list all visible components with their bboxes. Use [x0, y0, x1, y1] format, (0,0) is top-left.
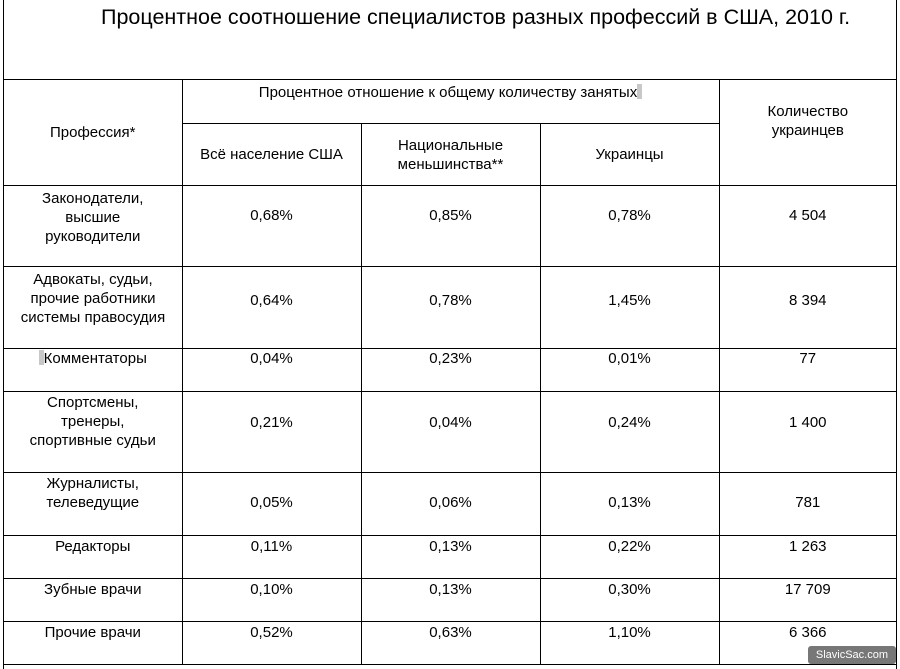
header-profession-label: Профессия*	[50, 124, 136, 141]
table-row	[4, 536, 896, 579]
cell-minorities: 0,78%	[361, 267, 540, 349]
header-all-population	[182, 124, 361, 186]
cell-minorities: 0,63%	[361, 622, 540, 665]
header-ukr-count	[719, 80, 896, 186]
profession-label: Комментаторы	[43, 350, 147, 367]
cell-count: 8 394	[719, 267, 896, 349]
cell-all: 0,04%	[182, 349, 361, 392]
profession-label: Адвокаты, судьи, прочие работники системы правосудия	[20, 271, 166, 326]
cell-ukrainians: 0,24%	[540, 392, 719, 473]
header-row-top	[4, 80, 896, 124]
cell-count: 4 504	[719, 186, 896, 267]
document-sheet	[3, 0, 897, 669]
cell-all: 0,21%	[182, 392, 361, 473]
header-all-population-label: Всё население США	[200, 146, 343, 163]
cell-ukrainians: 0,13%	[540, 473, 719, 536]
cell-all: 0,10%	[182, 579, 361, 622]
cell-ukrainians: 0,30%	[540, 579, 719, 622]
header-percent-group	[182, 80, 719, 124]
profession-label: Законодатели, высшие руководители	[42, 190, 144, 245]
cell-count: 1 263	[719, 536, 896, 579]
table-row	[4, 579, 896, 622]
cell-profession: Редакторы	[4, 536, 182, 579]
cell-minorities: 0,23%	[361, 349, 540, 392]
page-title: Процентное соотношение специалистов разных профессий в США, 2010 г.	[101, 5, 851, 29]
header-ukrainians-label: Украинцы	[595, 146, 664, 163]
header-ukrainians	[540, 124, 719, 186]
cell-profession	[4, 186, 182, 267]
cell-profession	[4, 473, 182, 536]
cell-ukrainians: 1,10%	[540, 622, 719, 665]
header-minorities-label: Национальные меньшинства**	[397, 136, 504, 173]
cell-minorities: 0,04%	[361, 392, 540, 473]
cell-profession: Прочие врачи	[4, 622, 182, 665]
header-minorities	[361, 124, 540, 186]
cell-all: 0,11%	[182, 536, 361, 579]
cell-count: 77	[719, 349, 896, 392]
cell-profession	[4, 392, 182, 473]
cell-count: 6 366	[719, 622, 896, 665]
text-selection-mark	[637, 84, 642, 99]
cell-all: 0,52%	[182, 622, 361, 665]
profession-label: Спортсмены, тренеры, спортивные судьи	[29, 394, 156, 449]
table-row	[4, 392, 896, 473]
cell-ukrainians: 0,01%	[540, 349, 719, 392]
cell-profession	[4, 267, 182, 349]
cell-all: 0,68%	[182, 186, 361, 267]
header-profession	[4, 80, 182, 186]
cell-ukrainians: 0,22%	[540, 536, 719, 579]
cell-count: 17 709	[719, 579, 896, 622]
cell-minorities: 0,06%	[361, 473, 540, 536]
site-watermark: SlavicSac.com	[808, 646, 896, 664]
table-row	[4, 349, 896, 392]
title-area	[4, 0, 896, 80]
cell-minorities: 0,13%	[361, 579, 540, 622]
profession-label: Журналисты, телеведущие	[46, 475, 140, 511]
header-percent-group-label: Процентное отношение к общему количеству занятых	[258, 84, 638, 101]
cell-minorities: 0,13%	[361, 536, 540, 579]
table-row	[4, 267, 896, 349]
table-row	[4, 473, 896, 536]
cell-count: 781	[719, 473, 896, 536]
cell-all: 0,64%	[182, 267, 361, 349]
cell-profession: Зубные врачи	[4, 579, 182, 622]
cell-profession	[4, 349, 182, 392]
table-row	[4, 186, 896, 267]
cell-minorities: 0,85%	[361, 186, 540, 267]
cell-ukrainians: 1,45%	[540, 267, 719, 349]
table-row	[4, 622, 896, 665]
header-ukr-count-label: Количество украинцев	[767, 103, 849, 139]
cell-count: 1 400	[719, 392, 896, 473]
cell-all: 0,05%	[182, 473, 361, 536]
statistics-table	[4, 79, 896, 665]
cell-ukrainians: 0,78%	[540, 186, 719, 267]
